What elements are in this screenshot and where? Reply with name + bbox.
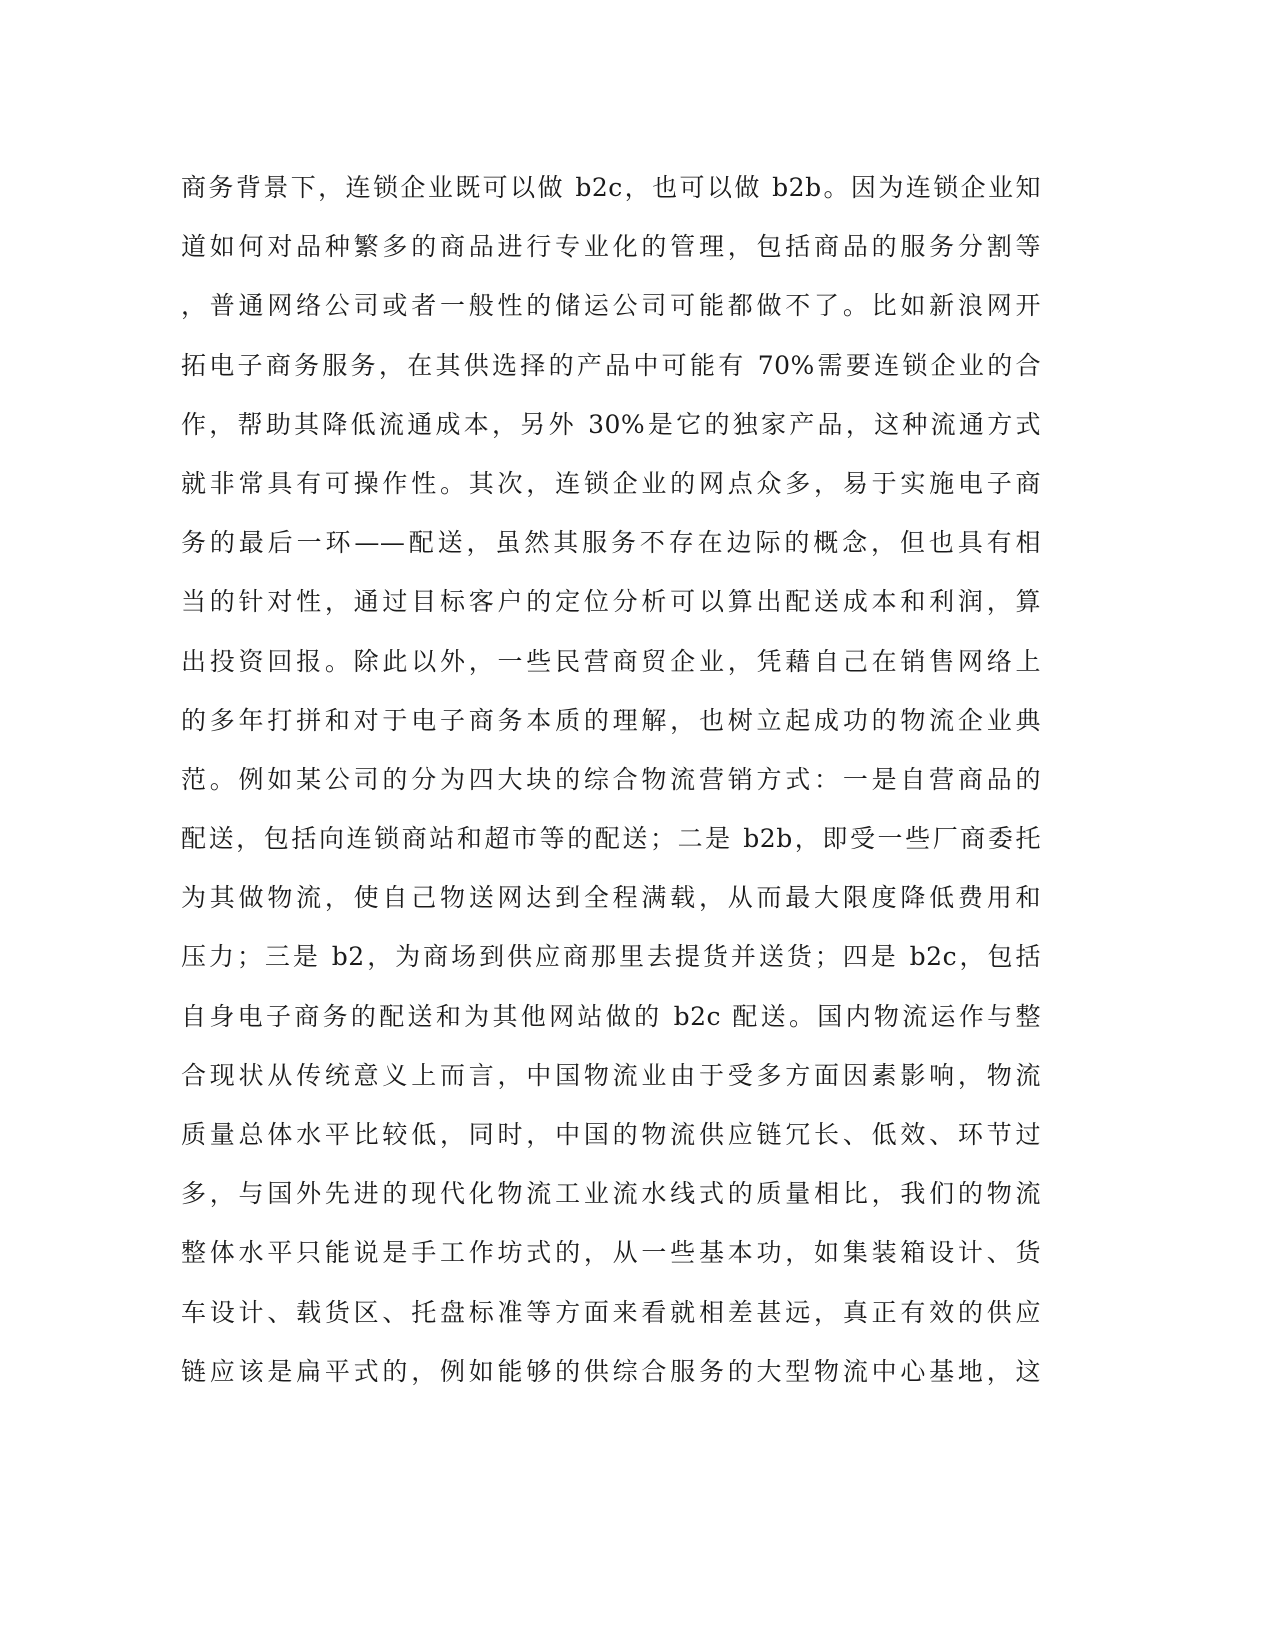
text-line: 作，帮助其降低流通成本，另外 30%是它的独家产品，这种流通方式 — [181, 409, 1041, 439]
text-line: 车设计、载货区、托盘标准等方面来看就相差甚远，真正有效的供应 — [181, 1297, 1041, 1327]
text-line: 的多年打拼和对于电子商务本质的理解，也树立起成功的物流企业典 — [181, 705, 1041, 735]
text-line: 就非常具有可操作性。其次，连锁企业的网点众多，易于实施电子商 — [181, 468, 1041, 498]
text-line: ，普通网络公司或者一般性的储运公司可能都做不了。比如新浪网开 — [181, 291, 1041, 321]
text-line: 压力；三是 b2，为商场到供应商那里去提货并送货；四是 b2c，包括 — [181, 942, 1041, 972]
text-line: 商务背景下，连锁企业既可以做 b2c，也可以做 b2b。因为连锁企业知 — [181, 173, 1041, 202]
text-line: 范。例如某公司的分为四大块的综合物流营销方式：一是自营商品的 — [181, 764, 1041, 794]
text-line: 务的最后一环——配送，虽然其服务不存在边际的概念，但也具有相 — [181, 528, 1041, 558]
text-line: 当的针对性，通过目标客户的定位分析可以算出配送成本和利润，算 — [181, 587, 1041, 617]
text-line: 道如何对品种繁多的商品进行专业化的管理，包括商品的服务分割等 — [181, 232, 1041, 262]
body-text — [181, 158, 1041, 1401]
text-line: 整体水平只能说是手工作坊式的，从一些基本功，如集装箱设计、货 — [181, 1238, 1041, 1268]
text-line: 自身电子商务的配送和为其他网站做的 b2c 配送。国内物流运作与整 — [181, 1001, 1041, 1031]
text-line: 拓电子商务服务，在其供选择的产品中可能有 70%需要连锁企业的合 — [181, 350, 1041, 380]
text-line: 出投资回报。除此以外，一些民营商贸企业，凭藉自己在销售网络上 — [181, 646, 1041, 676]
text-line: 链应该是扁平式的，例如能够的供综合服务的大型物流中心基地，这 — [181, 1356, 1041, 1386]
text-line: 为其做物流，使自己物送网达到全程满载，从而最大限度降低费用和 — [181, 883, 1041, 913]
text-line: 质量总体水平比较低，同时，中国的物流供应链冗长、低效、环节过 — [181, 1120, 1041, 1149]
text-line: 配送，包括向连锁商站和超市等的配送；二是 b2b，即受一些厂商委托 — [181, 824, 1041, 854]
text-line: 合现状从传统意义上而言，中国物流业由于受多方面因素影响，物流 — [181, 1060, 1041, 1090]
text-line: 多，与国外先进的现代化物流工业流水线式的质量相比，我们的物流 — [181, 1179, 1041, 1209]
